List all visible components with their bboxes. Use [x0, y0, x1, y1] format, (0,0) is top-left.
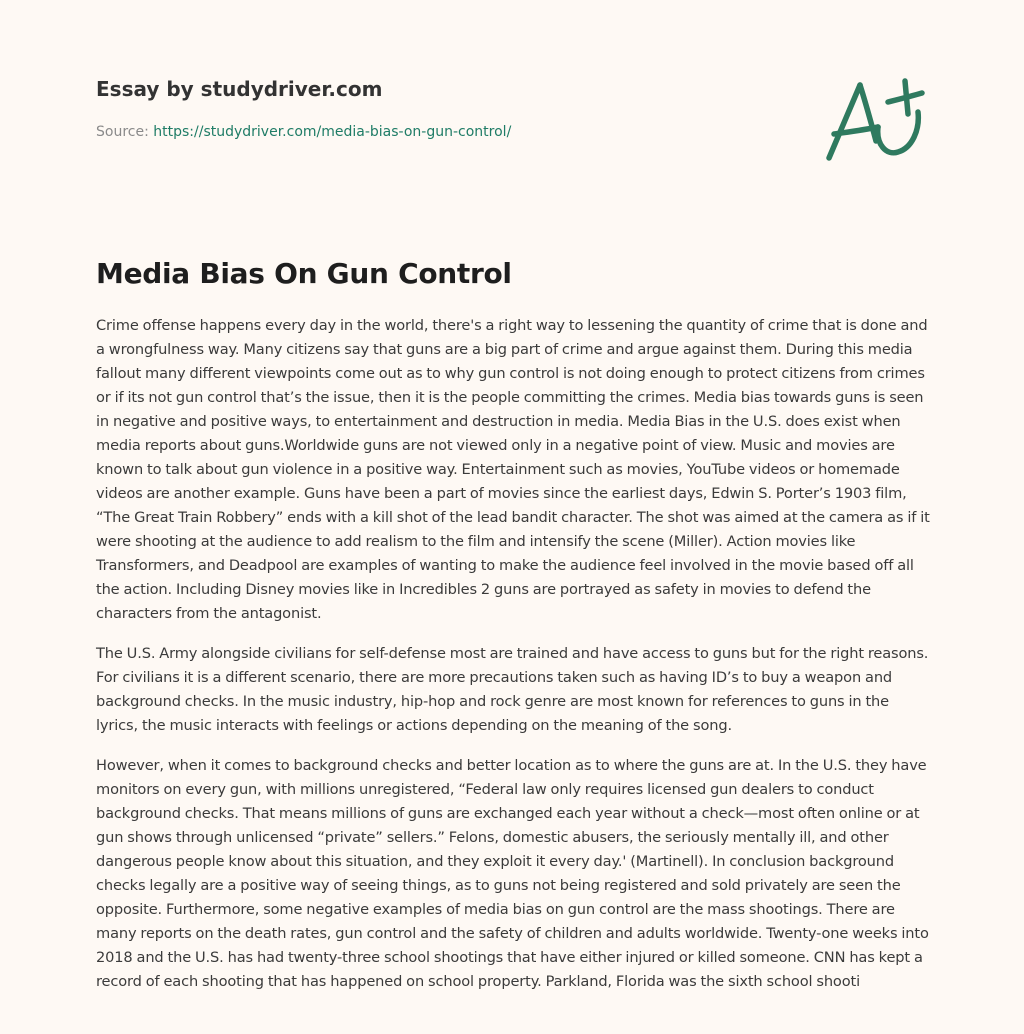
essay-paragraph: However, when it comes to background checks and better location as to where the guns are at. In the U.S. they have monitors on every gun, with millions unregistered, “Federal law only requires licensed gun dealers to conduct background checks. That means millions of guns are exchanged each year without a check—most often online or at gun shows through unlicensed “private” sellers.” Felons, domestic abusers, the seriously mentally ill, and other dangerous people know about this situation, and they exploit it every day.' (Martinell). In conclusion background checks legally are a positive way of seeing things, as to guns not being registered and sold privately are seen the opposite. Furthermore, some negative examples of media bias on gun control are the mass shootings. There are many reports on the death rates, gun control and the safety of children and adults worldwide. Twenty-one weeks into 2018 and the U.S. has had twenty-three school shootings that have either injured or killed someone. CNN has kept a record of each shooting that has happened on school property. Parkland, Florida was the sixth school shooti	[96, 757, 929, 990]
page-header	[96, 74, 936, 142]
essay-paragraph: Crime offense happens every day in the world, there's a right way to lessening the quantity of crime that is done and a wrongfulness way. Many citizens say that guns are a big part of crime and argue against them. During this media fallout many different viewpoints come out as to why gun control is not doing enough to protect citizens from crimes or if its not gun control that’s the issue, then it is the people committing the crimes. Media bias towards guns is seen in negative and positive ways, to entertainment and destruction in media. Media Bias in the U.S. does exist when media reports about guns.Worldwide guns are not viewed only in a negative point of view. Music and movies are known to talk about gun violence in a positive way. Entertainment such as movies, YouTube videos or homemade videos are another example. Guns have been a part of movies since the earliest days, Edwin S. Porter’s 1903 film, “The Great Train Robbery” ends with a kill shot of the lead bandit character. The shot was aimed at the camera as if it were shooting at the audience to add realism to the film and intensify the scene (Miller). Action movies like Transformers, and Deadpool are examples of wanting to make the audience feel involved in the movie based off all the action. Including Disney movies like in Incredibles 2 guns are portrayed as safety in movies to defend the characters from the antagonist.	[96, 317, 930, 622]
essay-paragraph: The U.S. Army alongside civilians for self-defense most are trained and have access to guns but for the right reasons. For civilians it is a different scenario, there are more precautions taken such as having ID’s to buy a weapon and background checks. In the music industry, hip-hop and rock genre are most known for references to guns in the lyrics, the music interacts with feelings or actions depending on the meaning of the song.	[96, 645, 929, 734]
essay-title: Media Bias On Gun Control	[96, 257, 512, 290]
source-line	[96, 122, 936, 142]
a-plus-grade-icon	[820, 64, 932, 168]
site-title: Essay by studydriver.com	[96, 77, 383, 101]
essay-body	[96, 314, 934, 1010]
source-label: Source:	[96, 124, 154, 140]
source-link[interactable]: https://studydriver.com/media-bias-on-gun-control/	[153, 124, 512, 140]
